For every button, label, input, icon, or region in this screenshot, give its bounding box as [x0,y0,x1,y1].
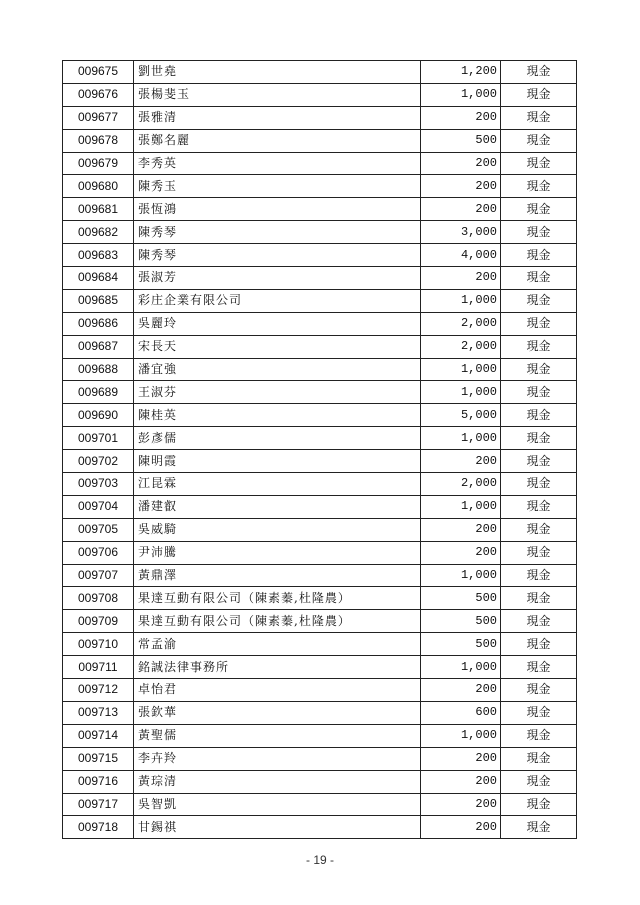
donor-name-cell: 陳桂英 [134,404,421,427]
donor-name-cell: 劉世堯 [134,61,421,84]
receipt-number-cell: 009713 [63,701,134,724]
donor-name-cell: 銘誠法律事務所 [134,656,421,679]
table-row [63,701,577,724]
payment-type-cell: 現金 [501,404,577,427]
receipt-number-cell: 009707 [63,564,134,587]
table-row [63,358,577,381]
donor-name-cell: 王淑芬 [134,381,421,404]
amount-cell: 200 [421,175,501,198]
payment-type-cell: 現金 [501,473,577,496]
amount-cell: 200 [421,541,501,564]
table-row [63,495,577,518]
table-row [63,793,577,816]
table-row [63,450,577,473]
donor-name-cell: 潘建叡 [134,495,421,518]
amount-cell: 1,000 [421,564,501,587]
document-page [62,60,570,839]
donation-table [62,60,577,839]
amount-cell: 1,000 [421,289,501,312]
amount-cell: 500 [421,587,501,610]
donation-table-body [63,61,577,839]
amount-cell: 1,200 [421,61,501,84]
amount-cell: 200 [421,679,501,702]
receipt-number-cell: 009718 [63,816,134,839]
table-row [63,656,577,679]
payment-type-cell: 現金 [501,106,577,129]
donor-name-cell: 李秀英 [134,152,421,175]
amount-cell: 200 [421,793,501,816]
donor-name-cell: 甘錫祺 [134,816,421,839]
page-number: - 19 - [305,853,334,867]
receipt-number-cell: 009689 [63,381,134,404]
receipt-number-cell: 009682 [63,221,134,244]
receipt-number-cell: 009684 [63,267,134,290]
payment-type-cell: 現金 [501,198,577,221]
table-row [63,610,577,633]
donor-name-cell: 吳智凱 [134,793,421,816]
table-row [63,106,577,129]
table-row [63,152,577,175]
payment-type-cell: 現金 [501,244,577,267]
donor-name-cell: 果達互動有限公司（陳素蓁,杜隆農） [134,587,421,610]
receipt-number-cell: 009710 [63,633,134,656]
donor-name-cell: 彭彥儒 [134,427,421,450]
payment-type-cell: 現金 [501,724,577,747]
table-row [63,335,577,358]
donor-name-cell: 陳秀玉 [134,175,421,198]
receipt-number-cell: 009683 [63,244,134,267]
amount-cell: 200 [421,816,501,839]
donor-name-cell: 陳秀琴 [134,221,421,244]
receipt-number-cell: 009702 [63,450,134,473]
payment-type-cell: 現金 [501,450,577,473]
receipt-number-cell: 009704 [63,495,134,518]
table-row [63,427,577,450]
amount-cell: 4,000 [421,244,501,267]
amount-cell: 500 [421,633,501,656]
payment-type-cell: 現金 [501,312,577,335]
receipt-number-cell: 009701 [63,427,134,450]
table-row [63,312,577,335]
donor-name-cell: 江昆霖 [134,473,421,496]
payment-type-cell: 現金 [501,335,577,358]
donor-name-cell: 陳秀琴 [134,244,421,267]
donor-name-cell: 潘宜強 [134,358,421,381]
payment-type-cell: 現金 [501,679,577,702]
amount-cell: 1,000 [421,381,501,404]
payment-type-cell: 現金 [501,175,577,198]
payment-type-cell: 現金 [501,83,577,106]
amount-cell: 2,000 [421,312,501,335]
receipt-number-cell: 009714 [63,724,134,747]
receipt-number-cell: 009706 [63,541,134,564]
amount-cell: 200 [421,747,501,770]
payment-type-cell: 現金 [501,427,577,450]
receipt-number-cell: 009715 [63,747,134,770]
amount-cell: 1,000 [421,495,501,518]
payment-type-cell: 現金 [501,381,577,404]
amount-cell: 3,000 [421,221,501,244]
donor-name-cell: 果達互動有限公司（陳素蓁,杜隆農） [134,610,421,633]
receipt-number-cell: 009676 [63,83,134,106]
table-row [63,518,577,541]
payment-type-cell: 現金 [501,587,577,610]
receipt-number-cell: 009711 [63,656,134,679]
table-row [63,381,577,404]
receipt-number-cell: 009679 [63,152,134,175]
amount-cell: 1,000 [421,656,501,679]
payment-type-cell: 現金 [501,289,577,312]
table-row [63,129,577,152]
payment-type-cell: 現金 [501,793,577,816]
receipt-number-cell: 009687 [63,335,134,358]
payment-type-cell: 現金 [501,267,577,290]
receipt-number-cell: 009716 [63,770,134,793]
donor-name-cell: 張淑芳 [134,267,421,290]
amount-cell: 2,000 [421,335,501,358]
table-row [63,747,577,770]
payment-type-cell: 現金 [501,747,577,770]
donor-name-cell: 吳威騎 [134,518,421,541]
donor-name-cell: 宋長天 [134,335,421,358]
amount-cell: 200 [421,770,501,793]
receipt-number-cell: 009685 [63,289,134,312]
donor-name-cell: 陳明霞 [134,450,421,473]
payment-type-cell: 現金 [501,518,577,541]
amount-cell: 1,000 [421,83,501,106]
receipt-number-cell: 009686 [63,312,134,335]
donor-name-cell: 張恆鴻 [134,198,421,221]
donor-name-cell: 張楊斐玉 [134,83,421,106]
receipt-number-cell: 009705 [63,518,134,541]
amount-cell: 200 [421,198,501,221]
donor-name-cell: 李卉羚 [134,747,421,770]
donor-name-cell: 彩庄企業有限公司 [134,289,421,312]
amount-cell: 1,000 [421,358,501,381]
table-row [63,221,577,244]
receipt-number-cell: 009680 [63,175,134,198]
donor-name-cell: 黃鼎澤 [134,564,421,587]
table-row [63,633,577,656]
payment-type-cell: 現金 [501,633,577,656]
table-row [63,770,577,793]
payment-type-cell: 現金 [501,564,577,587]
receipt-number-cell: 009681 [63,198,134,221]
table-row [63,83,577,106]
receipt-number-cell: 009703 [63,473,134,496]
table-row [63,724,577,747]
table-row [63,175,577,198]
donor-name-cell: 張欽華 [134,701,421,724]
donor-name-cell: 張雅清 [134,106,421,129]
receipt-number-cell: 009675 [63,61,134,84]
table-row [63,541,577,564]
amount-cell: 500 [421,610,501,633]
table-row [63,473,577,496]
table-row [63,289,577,312]
payment-type-cell: 現金 [501,61,577,84]
receipt-number-cell: 009709 [63,610,134,633]
amount-cell: 200 [421,267,501,290]
receipt-number-cell: 009708 [63,587,134,610]
table-row [63,198,577,221]
amount-cell: 5,000 [421,404,501,427]
donor-name-cell: 黃琮清 [134,770,421,793]
amount-cell: 200 [421,450,501,473]
receipt-number-cell: 009712 [63,679,134,702]
donor-name-cell: 吳麗玲 [134,312,421,335]
payment-type-cell: 現金 [501,770,577,793]
payment-type-cell: 現金 [501,656,577,679]
amount-cell: 1,000 [421,724,501,747]
amount-cell: 2,000 [421,473,501,496]
amount-cell: 200 [421,106,501,129]
payment-type-cell: 現金 [501,701,577,724]
amount-cell: 200 [421,518,501,541]
table-row [63,564,577,587]
receipt-number-cell: 009688 [63,358,134,381]
receipt-number-cell: 009678 [63,129,134,152]
table-row [63,244,577,267]
payment-type-cell: 現金 [501,358,577,381]
payment-type-cell: 現金 [501,495,577,518]
amount-cell: 500 [421,129,501,152]
table-row [63,61,577,84]
payment-type-cell: 現金 [501,541,577,564]
payment-type-cell: 現金 [501,152,577,175]
donor-name-cell: 常孟渝 [134,633,421,656]
payment-type-cell: 現金 [501,610,577,633]
receipt-number-cell: 009677 [63,106,134,129]
table-row [63,587,577,610]
payment-type-cell: 現金 [501,129,577,152]
payment-type-cell: 現金 [501,816,577,839]
table-row [63,404,577,427]
table-row [63,679,577,702]
amount-cell: 600 [421,701,501,724]
donor-name-cell: 黃聖儒 [134,724,421,747]
receipt-number-cell: 009717 [63,793,134,816]
donor-name-cell: 卓怡君 [134,679,421,702]
receipt-number-cell: 009690 [63,404,134,427]
donor-name-cell: 張鄭名麗 [134,129,421,152]
table-row [63,816,577,839]
table-row [63,267,577,290]
amount-cell: 1,000 [421,427,501,450]
amount-cell: 200 [421,152,501,175]
payment-type-cell: 現金 [501,221,577,244]
donor-name-cell: 尹沛騰 [134,541,421,564]
